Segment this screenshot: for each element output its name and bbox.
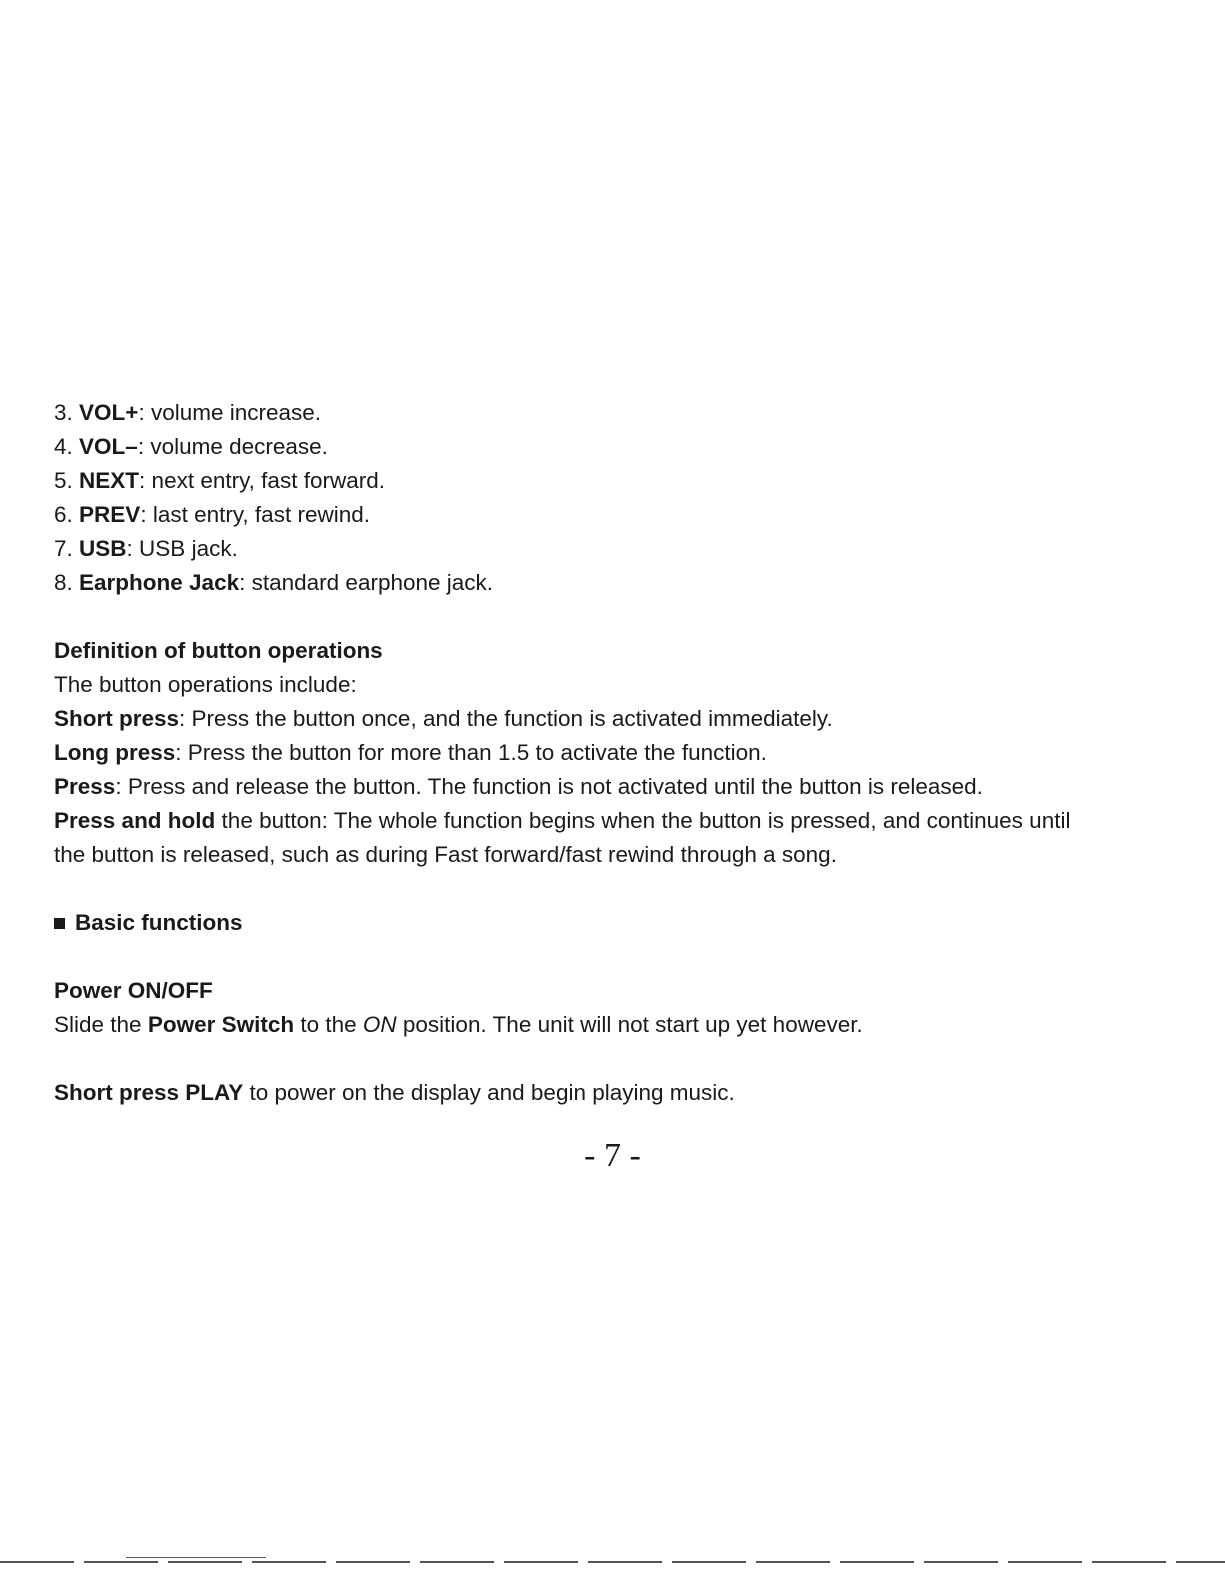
subheading-power: Power ON/OFF bbox=[54, 978, 213, 1003]
list-item-term: USB bbox=[79, 536, 127, 561]
definition-item: Press and hold the button: The whole function begins when the button is pressed, and continues until bbox=[54, 808, 1071, 833]
definition-continuation: the button is released, such as during Fast forward/fast rewind through a song. bbox=[54, 842, 837, 867]
list-item-term: NEXT bbox=[79, 468, 140, 493]
scan-edge-rule bbox=[0, 1561, 1225, 1563]
power-instruction: Slide the Power Switch to the ON position. The unit will not start up yet however. bbox=[54, 1012, 863, 1037]
page-number: - 7 - bbox=[584, 1137, 641, 1174]
definition-item: Press: Press and release the button. The function is not activated until the button is released. bbox=[54, 774, 983, 799]
section-heading-basic-functions: Basic functions bbox=[54, 906, 1214, 940]
list-item-term: Earphone Jack bbox=[79, 570, 240, 595]
definition-item: Short press: Press the button once, and the function is activated immediately. bbox=[54, 706, 833, 731]
list-item-term: PREV bbox=[79, 502, 141, 527]
section-heading-button-operations: Definition of button operations bbox=[54, 638, 383, 663]
scan-edge-accent bbox=[126, 1557, 266, 1558]
definitions-intro: The button operations include: bbox=[54, 672, 357, 697]
list-item: 6. PREV: last entry, fast rewind. bbox=[54, 502, 370, 527]
definition-item: Long press: Press the button for more than 1.5 to activate the function. bbox=[54, 740, 767, 765]
square-bullet-icon bbox=[54, 918, 65, 929]
list-item-term: VOL+ bbox=[79, 400, 139, 425]
list-item-term: VOL– bbox=[79, 434, 138, 459]
list-item: 3. VOL+: volume increase. bbox=[54, 400, 322, 425]
list-item: 4. VOL–: volume decrease. bbox=[54, 434, 328, 459]
list-item: 5. NEXT: next entry, fast forward. bbox=[54, 468, 385, 493]
manual-page-content bbox=[54, 396, 1214, 1110]
list-item: 7. USB: USB jack. bbox=[54, 536, 238, 561]
list-item: 8. Earphone Jack: standard earphone jack. bbox=[54, 570, 494, 595]
play-instruction: Short press PLAY to power on the display and begin playing music. bbox=[54, 1080, 735, 1105]
